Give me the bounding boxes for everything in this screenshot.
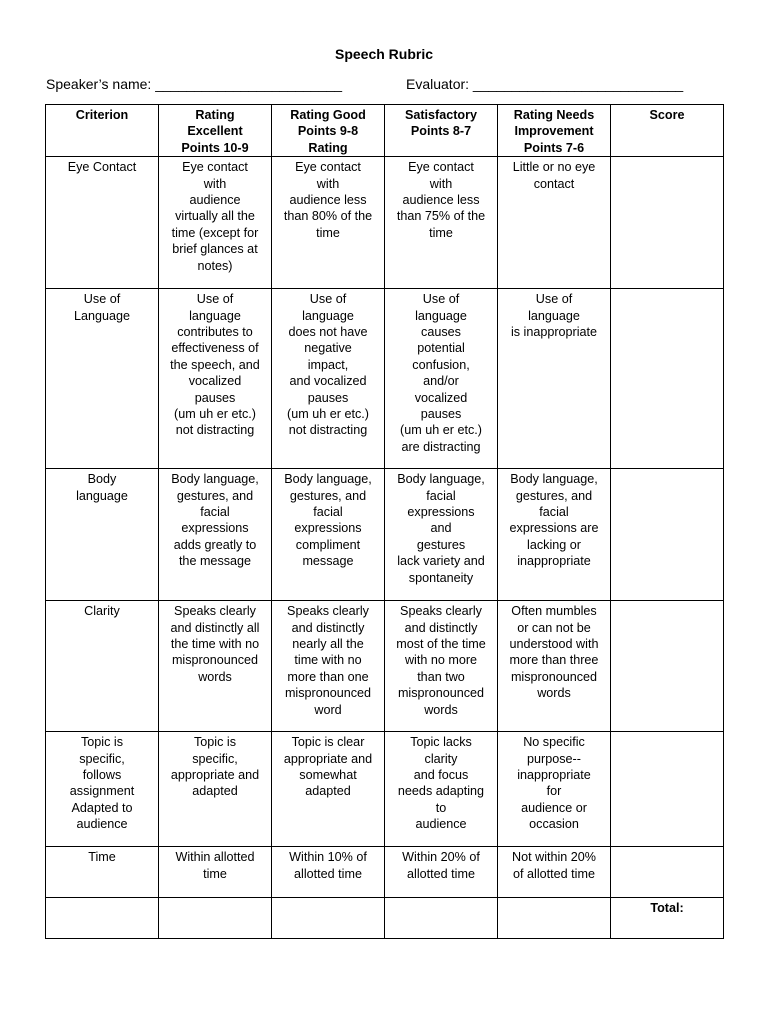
- header-criterion: Criterion: [46, 105, 159, 157]
- empty-cell: [385, 898, 498, 939]
- excellent-cell: Eye contact with audience virtually all the time (except for brief glances at notes): [159, 157, 272, 289]
- header-needs-improvement: Rating Needs Improvement Points 7-6: [498, 105, 611, 157]
- score-cell[interactable]: [611, 601, 724, 732]
- rubric-table: [45, 104, 724, 939]
- score-cell[interactable]: [611, 157, 724, 289]
- table-row: [46, 157, 724, 289]
- good-cell: Use of language does not have negative impact, and vocalized pauses (um uh er etc.) not distracting: [272, 289, 385, 469]
- satisfactory-cell: Eye contact with audience less than 75% of the time: [385, 157, 498, 289]
- needs-improvement-cell: Not within 20% of allotted time: [498, 847, 611, 898]
- satisfactory-cell: Within 20% of allotted time: [385, 847, 498, 898]
- excellent-cell: Body language, gestures, and facial expressions adds greatly to the message: [159, 469, 272, 601]
- score-cell[interactable]: [611, 732, 724, 847]
- evaluator-line: Evaluator: ___________________________: [406, 76, 684, 92]
- excellent-cell: Use of language contributes to effectiveness of the speech, and vocalized pauses (um uh er etc.) not distracting: [159, 289, 272, 469]
- table-row: [46, 289, 724, 469]
- empty-cell: [272, 898, 385, 939]
- excellent-cell: Topic is specific, appropriate and adapted: [159, 732, 272, 847]
- score-cell[interactable]: [611, 289, 724, 469]
- table-row: [46, 732, 724, 847]
- criterion-cell: Topic is specific, follows assignment Adapted to audience: [46, 732, 159, 847]
- header-good: Rating Good Points 9-8 Rating: [272, 105, 385, 157]
- score-cell[interactable]: [611, 469, 724, 601]
- speaker-name-line: Speaker’s name: ________________________: [46, 76, 343, 92]
- satisfactory-cell: Speaks clearly and distinctly most of the time with no more than two mispronounced words: [385, 601, 498, 732]
- excellent-cell: Speaks clearly and distinctly all the time with no mispronounced words: [159, 601, 272, 732]
- satisfactory-cell: Topic lacks clarity and focus needs adapting to audience: [385, 732, 498, 847]
- good-cell: Speaks clearly and distinctly nearly all the time with no more than one mispronounced word: [272, 601, 385, 732]
- table-row: [46, 601, 724, 732]
- table-row: [46, 847, 724, 898]
- total-label[interactable]: Total:: [611, 898, 724, 939]
- good-cell: Body language, gestures, and facial expressions compliment message: [272, 469, 385, 601]
- good-cell: Within 10% of allotted time: [272, 847, 385, 898]
- criterion-cell: Body language: [46, 469, 159, 601]
- needs-improvement-cell: No specific purpose-- inappropriate for audience or occasion: [498, 732, 611, 847]
- empty-cell: [498, 898, 611, 939]
- header-score: Score: [611, 105, 724, 157]
- needs-improvement-cell: Often mumbles or can not be understood with more than three mispronounced words: [498, 601, 611, 732]
- criterion-cell: Clarity: [46, 601, 159, 732]
- good-cell: Eye contact with audience less than 80% of the time: [272, 157, 385, 289]
- good-cell: Topic is clear appropriate and somewhat adapted: [272, 732, 385, 847]
- satisfactory-cell: Use of language causes potential confusion, and/or vocalized pauses (um uh er etc.) are distracting: [385, 289, 498, 469]
- needs-improvement-cell: Body language, gestures, and facial expressions are lacking or inappropriate: [498, 469, 611, 601]
- criterion-cell: Time: [46, 847, 159, 898]
- empty-cell: [46, 898, 159, 939]
- header-satisfactory: Satisfactory Points 8-7: [385, 105, 498, 157]
- satisfactory-cell: Body language, facial expressions and gestures lack variety and spontaneity: [385, 469, 498, 601]
- needs-improvement-cell: Little or no eye contact: [498, 157, 611, 289]
- needs-improvement-cell: Use of language is inappropriate: [498, 289, 611, 469]
- score-cell[interactable]: [611, 847, 724, 898]
- excellent-cell: Within allotted time: [159, 847, 272, 898]
- header-excellent: Rating Excellent Points 10-9: [159, 105, 272, 157]
- page-title: Speech Rubric: [334, 46, 434, 62]
- criterion-cell: Eye Contact: [46, 157, 159, 289]
- header-row: [46, 105, 724, 157]
- total-row: [46, 898, 724, 939]
- criterion-cell: Use of Language: [46, 289, 159, 469]
- table-row: [46, 469, 724, 601]
- empty-cell: [159, 898, 272, 939]
